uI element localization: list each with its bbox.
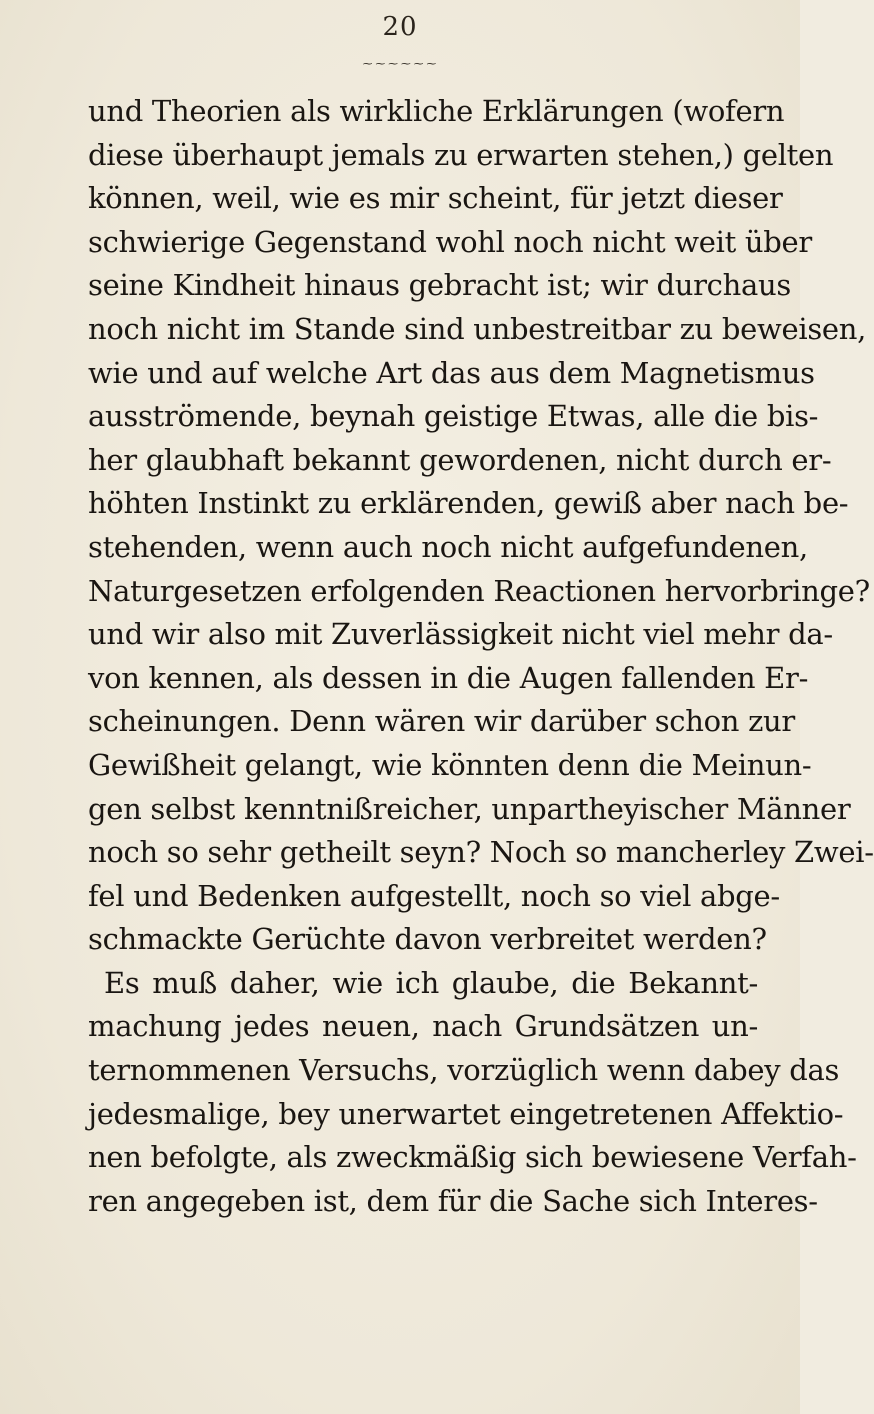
text-line: fel und Bedenken aufgestellt, noch so viel abge- (88, 878, 780, 913)
text-line: her glaubhaft bekannt gewordenen, nicht durch er- (88, 442, 832, 477)
text-line: ternommenen Versuchs, vorzüglich wenn dabey das (88, 1053, 840, 1088)
body-text (88, 90, 874, 1223)
text-line: jedesmalige, bey unerwartet eingetretenen Affektio- (88, 1096, 844, 1131)
text-line: ren angegeben ist, dem für die Sache sich Interes- (88, 1183, 818, 1218)
text-line: schwierige Gegenstand wohl noch nicht weit über (88, 224, 812, 259)
text-line: Naturgesetzen erfolgenden Reactionen hervorbringe? (88, 573, 870, 608)
text-line: seine Kindheit hinaus gebracht ist; wir durchaus (88, 268, 791, 303)
text-line: noch nicht im Stande sind unbestreitbar zu beweisen, (88, 311, 867, 346)
text-line: nen befolgte, als zweckmäßig sich bewiesene Verfah- (88, 1140, 857, 1175)
page-number: 20 (382, 12, 418, 42)
text-line: höhten Instinkt zu erklärenden, gewiß aber nach be- (88, 486, 849, 521)
text-line: von kennen, als dessen in die Augen fallenden Er- (88, 660, 809, 695)
text-line: und wir also mit Zuverlässigkeit nicht viel mehr da- (88, 617, 833, 652)
text-line: machung jedes neuen, nach Grundsätzen un- (88, 1009, 758, 1044)
text-line: wie und auf welche Art das aus dem Magnetismus (88, 355, 815, 390)
text-line: ausströmende, beynah geistige Etwas, alle die bis- (88, 399, 819, 434)
header-ornament: ~~~~~~ (361, 58, 439, 70)
text-line: Gewißheit gelangt, wie könnten denn die Meinun- (88, 747, 812, 782)
text-line: Es muß daher, wie ich glaube, die Bekannt- (104, 965, 758, 1000)
text-line: noch so sehr getheilt seyn? Noch so mancherley Zwei- (88, 835, 874, 870)
text-line: scheinungen. Denn wären wir darüber schon zur (88, 704, 795, 739)
text-line: gen selbst kenntnißreicher, unpartheyischer Männer (88, 791, 851, 826)
text-line: können, weil, wie es mir scheint, für jetzt dieser (88, 181, 783, 216)
text-line: stehenden, wenn auch noch nicht aufgefundenen, (88, 529, 808, 564)
text-line: schmackte Gerüchte davon verbreitet werden? (88, 922, 767, 957)
text-line: und Theorien als wirkliche Erklärungen (wofern (88, 94, 785, 128)
text-line: diese überhaupt jemals zu erwarten stehen,) gelten (88, 137, 834, 172)
